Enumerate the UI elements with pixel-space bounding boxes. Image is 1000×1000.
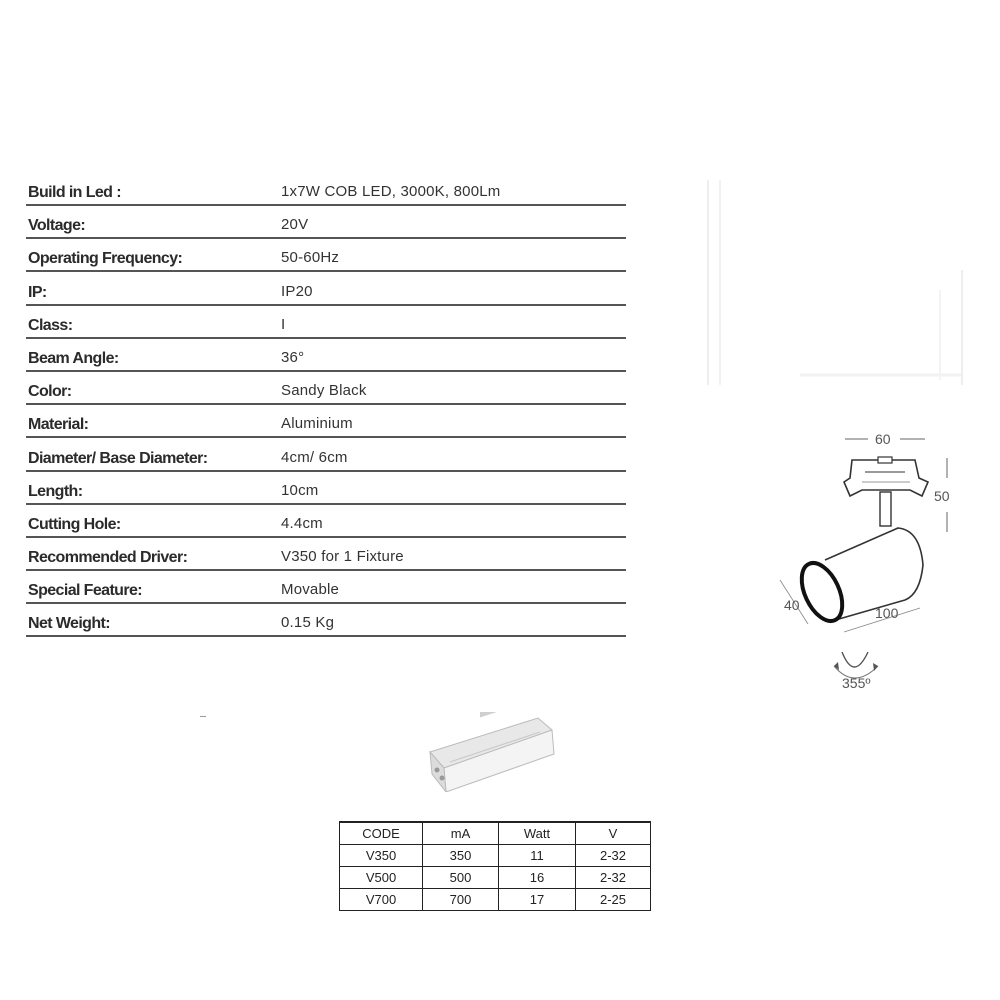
rotation-arrow-icon [842,652,868,667]
table-cell: 11 [499,845,576,867]
dimension-length: 100 [875,605,899,621]
spec-row [26,571,626,604]
table-cell: 2-25 [576,889,651,911]
driver-table [339,821,651,911]
spec-value: IP20 [281,282,313,300]
column-header: CODE [340,822,423,845]
table-header-row [340,822,651,845]
spec-value: 36° [281,348,305,366]
spec-row [26,472,626,505]
spec-row [26,604,626,637]
spec-value: Aluminium [281,415,353,433]
table-cell: V350 [340,845,423,867]
table-row [340,867,651,889]
spec-value: 20V [281,216,309,234]
dimension-diameter: 40 [784,597,800,613]
faint-image-fragment [700,170,970,395]
dimension-rotation: 355º [842,675,871,691]
column-header: mA [423,822,499,845]
spec-value: I [281,315,286,333]
spec-label: Beam Angle: [28,349,119,367]
column-header: Watt [499,822,576,845]
spec-value: 0.15 Kg [281,614,335,632]
lamp-dimension-drawing [770,420,985,700]
column-header: V [576,822,651,845]
spec-label: Special Feature: [28,582,143,600]
spec-label: Color: [28,383,72,401]
table-cell: 16 [499,867,576,889]
spec-value: V350 for 1 Fixture [281,548,404,566]
table-cell: 2-32 [576,845,651,867]
spec-value: 50-60Hz [281,249,340,267]
spec-value: Movable [281,581,340,599]
spec-label: Material: [28,416,89,434]
spec-row [26,239,626,272]
spec-label: Build in Led : [28,184,121,201]
spec-value: 4.4cm [281,514,323,532]
table-cell: 500 [423,867,499,889]
stray-mark [200,716,206,717]
spec-row [26,538,626,571]
spec-row [26,272,626,305]
table-cell: V500 [340,867,423,889]
spec-label: Class: [28,316,73,334]
table-row [340,845,651,867]
spec-label: Diameter/ Base Diameter: [28,449,208,467]
dimension-width: 60 [875,431,891,447]
spec-table [26,170,626,637]
spec-row [26,405,626,438]
spec-label: Voltage: [28,217,86,235]
lamp-stem [880,492,891,526]
led-driver-image [420,712,560,792]
table-cell: 2-32 [576,867,651,889]
spec-label: Length: [28,482,83,500]
spec-row [26,438,626,471]
table-cell: V700 [340,889,423,911]
mounting-base [844,460,928,496]
spec-row [26,170,626,206]
spec-value: 10cm [281,481,319,499]
spec-value: 4cm/ 6cm [281,448,348,466]
table-cell: 700 [423,889,499,911]
spec-label: Net Weight: [28,615,110,633]
dimension-height: 50 [934,488,950,504]
spec-row [26,505,626,538]
spec-row [26,306,626,339]
spec-label: Cutting Hole: [28,515,121,533]
spec-row [26,339,626,372]
spec-label: Recommended Driver: [28,549,188,567]
table-row [340,889,651,911]
spec-row [26,372,626,405]
table-cell: 350 [423,845,499,867]
spec-label: IP: [28,283,47,301]
spec-value: Sandy Black [281,382,367,400]
spec-label: Operating Frequency: [28,250,183,268]
table-cell: 17 [499,889,576,911]
spec-row [26,206,626,239]
spec-value: 1x7W COB LED, 3000K, 800Lm [281,183,501,200]
